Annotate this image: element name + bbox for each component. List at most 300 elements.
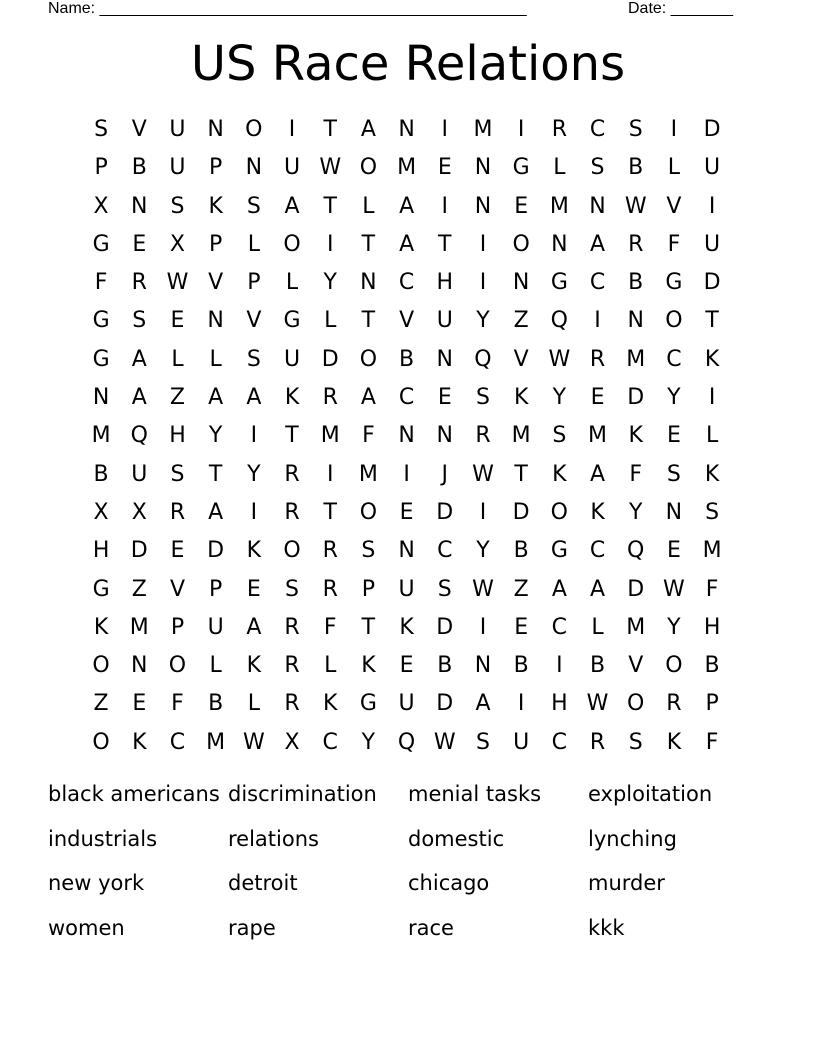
grid-letter: I: [479, 231, 487, 257]
grid-letter: O: [665, 308, 683, 334]
grid-letter: R: [628, 231, 644, 257]
grid-letter: Y: [667, 385, 681, 411]
grid-letter: I: [479, 499, 487, 525]
grid-letter: C: [551, 729, 568, 755]
grid-letter: A: [590, 576, 606, 602]
grid-letter: G: [92, 231, 110, 257]
grid-letter: A: [208, 385, 224, 411]
grid-letter: Y: [552, 385, 567, 411]
grid-letter: T: [208, 461, 223, 487]
grid-letter: E: [514, 614, 529, 640]
grid-letter: K: [323, 691, 338, 717]
grid-letter: M: [91, 423, 111, 449]
grid-letter: Q: [130, 423, 148, 449]
grid-letter: T: [323, 499, 337, 525]
grid-letter: I: [326, 461, 334, 487]
grid-letter: C: [169, 729, 186, 755]
grid-letter: I: [708, 193, 716, 219]
grid-letter: D: [436, 691, 454, 717]
grid-letter: R: [666, 691, 682, 717]
grid-letter: X: [131, 499, 147, 525]
grid-letter: I: [441, 117, 449, 142]
grid-letter: U: [704, 231, 721, 257]
grid-letter: Y: [628, 499, 643, 525]
grid-letter: E: [666, 538, 681, 564]
grid-letter: Y: [323, 270, 337, 296]
grid-letter: M: [702, 538, 722, 564]
grid-letter: W: [472, 461, 494, 487]
grid-letter: N: [207, 117, 224, 142]
grid-letter: I: [479, 614, 487, 640]
grid-letter: T: [705, 308, 719, 334]
grid-letter: E: [132, 691, 147, 717]
grid-letter: R: [169, 499, 186, 525]
grid-letter: X: [93, 193, 109, 219]
grid-letter: M: [626, 346, 646, 372]
grid-letter: V: [131, 117, 147, 142]
grid-letter: N: [665, 499, 683, 525]
grid-letter: O: [665, 653, 683, 679]
grid-letter: K: [399, 614, 414, 640]
grid-letter: M: [473, 117, 493, 142]
grid-letter: D: [703, 117, 721, 142]
grid-letter: V: [666, 193, 682, 219]
grid-letter: P: [209, 231, 223, 257]
grid-letter: F: [667, 231, 681, 257]
grid-letter: H: [169, 423, 186, 449]
grid-letter: R: [284, 461, 300, 487]
grid-letter: N: [512, 270, 530, 296]
grid-letter: K: [513, 385, 529, 411]
grid-letter: P: [247, 270, 261, 296]
grid-letter: L: [324, 308, 337, 334]
grid-letter: N: [92, 385, 110, 411]
grid-letter: N: [360, 270, 377, 296]
grid-letter: G: [92, 308, 110, 334]
grid-letter: W: [319, 155, 342, 181]
grid-letter: O: [359, 499, 378, 525]
grid-letter: O: [359, 346, 378, 372]
grid-letter: P: [209, 155, 223, 181]
grid-letter: E: [437, 155, 452, 181]
word-list-item: domestic: [408, 826, 505, 851]
grid-letter: K: [704, 346, 720, 372]
grid-letter: C: [398, 270, 415, 296]
grid-letter: A: [399, 193, 415, 219]
grid-letter: G: [550, 270, 568, 296]
grid-letter: H: [92, 538, 110, 564]
grid-letter: L: [171, 346, 184, 372]
grid-letter: L: [324, 653, 337, 679]
grid-letter: T: [323, 193, 337, 219]
grid-letter: G: [512, 155, 530, 181]
grid-letter: W: [586, 691, 609, 717]
grid-letter: V: [513, 346, 529, 372]
grid-letter: R: [551, 117, 567, 142]
grid-letter: K: [666, 729, 682, 755]
grid-letter: L: [209, 653, 222, 679]
grid-letter: V: [628, 653, 644, 679]
grid-letter: U: [169, 117, 186, 142]
grid-letter: U: [131, 461, 148, 487]
grid-letter: Y: [667, 614, 681, 640]
grid-letter: T: [285, 423, 299, 449]
grid-letter: M: [397, 155, 417, 181]
grid-letter: D: [207, 538, 225, 564]
grid-letter: K: [590, 499, 605, 525]
grid-letter: A: [399, 231, 415, 257]
grid-letter: R: [475, 423, 491, 449]
grid-letter: I: [517, 691, 525, 717]
grid-letter: U: [436, 308, 453, 334]
grid-letter: Z: [513, 308, 529, 334]
grid-letter: N: [207, 308, 224, 334]
grid-letter: Z: [93, 691, 109, 717]
grid-letter: Q: [397, 729, 416, 755]
grid-letter: S: [361, 538, 376, 564]
grid-letter: T: [361, 614, 376, 640]
grid-letter: I: [403, 461, 410, 487]
grid-letter: W: [166, 270, 189, 296]
grid-letter: A: [551, 576, 567, 602]
grid-letter: N: [474, 653, 492, 679]
grid-letter: T: [438, 231, 452, 257]
grid-letter: M: [626, 614, 646, 640]
word-list-item: kkk: [588, 916, 625, 941]
grid-letter: D: [703, 270, 721, 296]
grid-letter: V: [399, 308, 415, 334]
grid-letter: P: [94, 155, 108, 181]
grid-letter: Z: [169, 385, 185, 411]
grid-letter: Z: [131, 576, 147, 602]
grid-letter: E: [132, 231, 147, 257]
grid-letter: F: [705, 729, 719, 755]
grid-letter: B: [704, 653, 720, 679]
grid-letter: G: [359, 691, 377, 717]
grid-letter: U: [169, 155, 186, 181]
grid-letter: O: [168, 653, 187, 679]
grid-letter: K: [284, 385, 300, 411]
grid-letter: F: [171, 691, 184, 717]
grid-letter: P: [170, 614, 185, 640]
grid-letter: C: [398, 385, 415, 411]
grid-letter: D: [512, 499, 530, 525]
date-field-label: Date: _______: [628, 0, 733, 17]
grid-letter: N: [551, 231, 568, 257]
grid-letter: I: [517, 117, 525, 142]
grid-letter: R: [131, 270, 147, 296]
grid-letter: E: [246, 576, 261, 602]
grid-letter: L: [209, 346, 222, 372]
grid-letter: G: [550, 538, 568, 564]
grid-letter: C: [551, 614, 568, 640]
grid-letter: F: [362, 423, 375, 449]
grid-letter: V: [246, 308, 262, 334]
grid-letter: B: [513, 538, 529, 564]
word-list-item: relations: [228, 826, 319, 851]
grid-letter: N: [436, 423, 454, 449]
grid-letter: A: [590, 461, 606, 487]
grid-letter: S: [285, 576, 300, 602]
grid-letter: U: [398, 691, 415, 717]
grid-letter: B: [131, 155, 147, 181]
word-list-item: new york: [48, 871, 145, 896]
grid-letter: T: [361, 231, 376, 257]
grid-letter: P: [705, 691, 719, 717]
grid-letter: S: [475, 385, 490, 411]
grid-letter: E: [437, 385, 452, 411]
grid-letter: W: [242, 729, 265, 755]
grid-letter: Q: [474, 346, 492, 372]
grid-letter: A: [131, 385, 147, 411]
grid-letter: H: [436, 270, 454, 296]
header-line: [48, 0, 748, 20]
word-list-item: women: [48, 916, 125, 941]
grid-letter: E: [666, 423, 681, 449]
grid-letter: N: [589, 193, 606, 219]
grid-letter: C: [437, 538, 453, 564]
grid-letter: D: [627, 385, 645, 411]
word-list-item: detroit: [228, 871, 298, 896]
grid-letter: Y: [476, 308, 490, 334]
word-list-item: murder: [588, 871, 665, 896]
grid-letter: O: [627, 691, 645, 717]
grid-letter: W: [624, 193, 647, 219]
grid-letter: L: [667, 155, 681, 181]
grid-letter: R: [322, 385, 338, 411]
grid-letter: U: [398, 576, 415, 602]
grid-letter: F: [94, 270, 108, 296]
grid-letter: Y: [476, 538, 490, 564]
grid-letter: R: [284, 614, 300, 640]
grid-letter: G: [665, 270, 683, 296]
grid-letter: L: [553, 155, 566, 181]
grid-letter: S: [552, 423, 567, 449]
grid-letter: A: [360, 385, 376, 411]
grid-letter: I: [479, 270, 487, 296]
grid-letter: B: [208, 691, 224, 717]
grid-letter: X: [93, 499, 109, 525]
grid-letter: W: [472, 576, 494, 602]
grid-letter: K: [208, 193, 223, 219]
grid-letter: V: [169, 576, 185, 602]
grid-letter: Q: [627, 538, 645, 564]
grid-letter: D: [130, 538, 148, 564]
grid-letter: E: [514, 193, 529, 219]
grid-letter: I: [594, 308, 601, 334]
grid-letter: N: [474, 193, 492, 219]
grid-letter: O: [92, 729, 110, 755]
word-list-item: rape: [228, 916, 276, 941]
word-list-item: black americans: [48, 782, 220, 806]
grid-letter: H: [551, 691, 568, 717]
grid-letter: W: [548, 346, 571, 372]
grid-letter: U: [283, 346, 301, 372]
grid-letter: A: [360, 117, 376, 142]
grid-letter: D: [436, 499, 454, 525]
grid-letter: S: [437, 576, 452, 602]
grid-letter: N: [474, 155, 492, 181]
grid-letter: L: [591, 614, 604, 640]
grid-letter: B: [437, 653, 453, 679]
grid-letter: T: [323, 117, 337, 142]
grid-letter: A: [246, 385, 262, 411]
grid-letter: U: [207, 614, 224, 640]
grid-letter: K: [628, 423, 643, 449]
grid-letter: M: [549, 193, 569, 219]
grid-letter: O: [512, 231, 530, 257]
grid-letter: U: [704, 155, 721, 181]
grid-letter: R: [284, 499, 300, 525]
grid-letter: L: [247, 691, 260, 717]
grid-letter: N: [398, 117, 415, 142]
grid-letter: A: [131, 346, 147, 372]
grid-letter: A: [208, 499, 224, 525]
grid-letter: W: [663, 576, 685, 602]
grid-letter: T: [514, 461, 528, 487]
grid-letter: S: [246, 193, 261, 219]
grid-letter: Y: [361, 729, 376, 755]
letter-grid: [82, 111, 731, 762]
grid-letter: Z: [513, 576, 529, 602]
grid-letter: S: [628, 729, 643, 755]
grid-letter: L: [705, 423, 719, 449]
word-list-item: menial tasks: [408, 782, 542, 806]
grid-letter: S: [246, 346, 261, 372]
grid-letter: S: [628, 117, 643, 142]
grid-letter: D: [321, 346, 339, 372]
grid-letter: O: [359, 155, 378, 181]
grid-letter: C: [666, 346, 682, 372]
grid-letter: R: [322, 538, 338, 564]
grid-letter: X: [169, 231, 185, 257]
grid-letter: G: [92, 576, 110, 602]
grid-letter: S: [94, 117, 109, 142]
grid-letter: R: [284, 653, 300, 679]
grid-letter: S: [475, 729, 490, 755]
grid-letter: O: [92, 653, 110, 679]
grid-letter: N: [398, 423, 415, 449]
grid-letter: I: [250, 423, 258, 449]
grid-letter: K: [93, 614, 109, 640]
grid-letter: I: [288, 117, 296, 142]
word-list-item: industrials: [48, 826, 158, 851]
grid-letter: P: [361, 576, 376, 602]
grid-letter: G: [92, 346, 110, 372]
word-list-item: discrimination: [228, 782, 377, 806]
grid-letter: F: [323, 614, 337, 640]
name-field-label: Name: ________________________________________________: [48, 0, 527, 17]
grid-letter: L: [285, 270, 299, 296]
word-list: [48, 776, 768, 955]
grid-letter: R: [284, 691, 300, 717]
grid-letter: K: [246, 653, 262, 679]
grid-letter: N: [398, 538, 415, 564]
grid-letter: I: [670, 117, 678, 142]
grid-letter: L: [247, 231, 260, 257]
grid-letter: T: [361, 308, 376, 334]
grid-letter: U: [283, 155, 301, 181]
grid-letter: J: [441, 461, 449, 487]
grid-letter: K: [246, 538, 262, 564]
grid-letter: E: [590, 385, 605, 411]
grid-letter: A: [246, 614, 262, 640]
page-title: US Race Relations: [190, 36, 626, 92]
grid-letter: S: [170, 461, 185, 487]
grid-letter: B: [513, 653, 529, 679]
word-list-item: exploitation: [588, 782, 713, 806]
grid-letter: A: [475, 691, 491, 717]
grid-letter: K: [552, 461, 567, 487]
grid-letter: R: [589, 346, 606, 372]
grid-letter: U: [513, 729, 530, 755]
grid-letter: E: [170, 308, 185, 334]
grid-letter: E: [170, 538, 185, 564]
grid-letter: O: [550, 499, 568, 525]
grid-letter: N: [245, 155, 263, 181]
grid-letter: G: [283, 308, 301, 334]
grid-letter: K: [704, 461, 720, 487]
grid-letter: I: [250, 499, 258, 525]
grid-letter: O: [245, 117, 263, 142]
grid-letter: I: [556, 653, 563, 679]
grid-letter: O: [283, 538, 301, 564]
grid-letter: R: [589, 729, 606, 755]
grid-letter: M: [358, 461, 378, 487]
grid-letter: C: [589, 538, 606, 564]
grid-letter: B: [589, 653, 606, 679]
grid-letter: Y: [247, 461, 261, 487]
grid-letter: B: [628, 155, 644, 181]
grid-letter: E: [399, 499, 414, 525]
grid-letter: C: [589, 117, 606, 142]
grid-letter: F: [629, 461, 643, 487]
grid-letter: P: [209, 576, 223, 602]
grid-letter: N: [131, 193, 148, 219]
grid-letter: B: [399, 346, 415, 372]
grid-letter: I: [441, 193, 449, 219]
grid-letter: D: [436, 614, 454, 640]
grid-letter: Y: [208, 423, 223, 449]
grid-letter: I: [326, 231, 334, 257]
grid-letter: N: [627, 308, 644, 334]
grid-letter: C: [589, 270, 606, 296]
grid-letter: V: [208, 270, 224, 296]
grid-letter: Q: [550, 308, 568, 334]
grid-letter: I: [708, 385, 716, 411]
grid-letter: K: [361, 653, 376, 679]
grid-letter: C: [322, 729, 338, 755]
grid-letter: M: [320, 423, 340, 449]
grid-letter: M: [511, 423, 531, 449]
grid-letter: B: [93, 461, 109, 487]
word-list-item: race: [408, 916, 454, 941]
grid-letter: S: [705, 499, 720, 525]
grid-letter: M: [206, 729, 226, 755]
grid-letter: L: [362, 193, 375, 219]
grid-letter: F: [705, 576, 719, 602]
grid-letter: D: [627, 576, 645, 602]
grid-letter: A: [590, 231, 606, 257]
grid-letter: S: [590, 155, 605, 181]
word-list-item: lynching: [588, 826, 677, 851]
grid-letter: S: [170, 193, 185, 219]
grid-letter: O: [283, 231, 301, 257]
grid-letter: K: [132, 729, 147, 755]
grid-letter: N: [131, 653, 148, 679]
grid-letter: E: [399, 653, 414, 679]
grid-letter: M: [588, 423, 608, 449]
